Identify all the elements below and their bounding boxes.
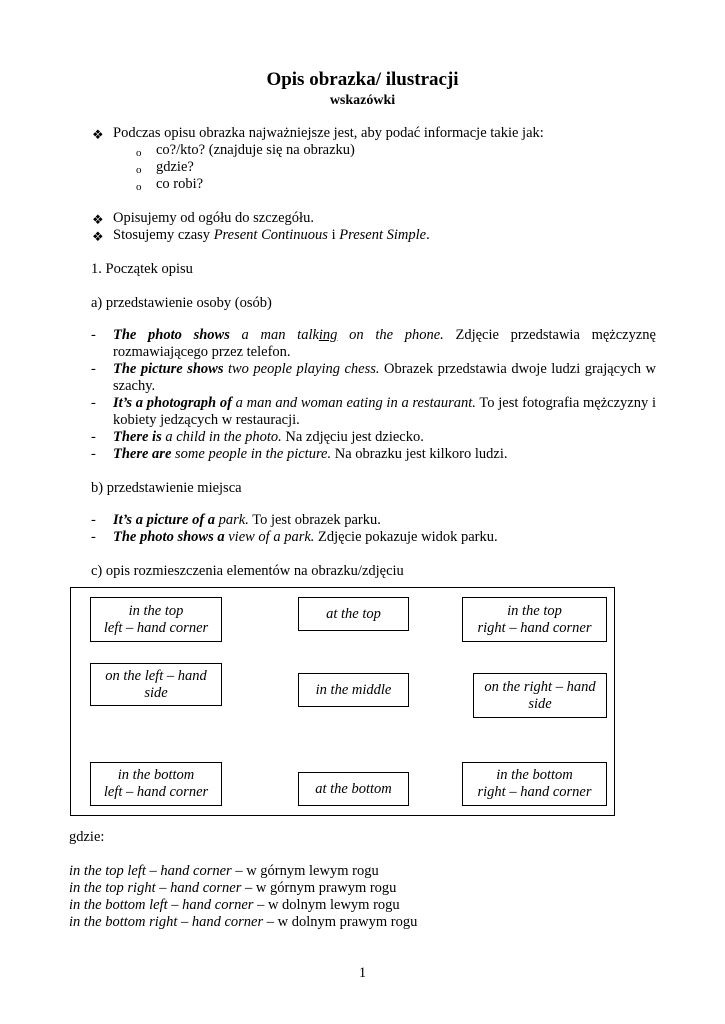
dash-bullet: - — [91, 361, 96, 377]
box-top: at the top — [298, 597, 409, 631]
box-right: on the right – hand side — [473, 673, 607, 718]
page-subtitle: wskazówki — [329, 93, 396, 108]
diamond-bullet-icon: ❖ — [92, 212, 104, 227]
circle-bullet-icon: o — [136, 164, 142, 176]
box-left: on the left – hand side — [90, 663, 222, 706]
dash-bullet: - — [91, 327, 96, 343]
subsection-heading: a) przedstawienie osoby (osób) — [91, 295, 272, 311]
example-item: It’s a photograph of a man and woman eating in a restaurant. To jest fotografia mężczyzny i kobiety jedzących w restauracji. — [113, 395, 656, 428]
example-item: The photo shows a man talking on the phone. Zdjęcie przedstawia mężczyznę rozmawiającego przez telefon. — [113, 327, 656, 360]
example-item: There is a child in the photo. Na zdjęciu jest dziecko. — [113, 429, 424, 445]
circle-bullet-icon: o — [136, 181, 142, 193]
box-bottom-left: in the bottom left – hand corner — [90, 762, 222, 806]
diamond-bullet-icon: ❖ — [92, 229, 104, 244]
box-top-left: in the top left – hand corner — [90, 597, 222, 642]
sub-bullet: co?/kto? (znajduje się na obrazku) — [156, 142, 355, 158]
example-item: It’s a picture of a park. To jest obrazek parku. — [113, 512, 381, 528]
example-item: The photo shows a view of a park. Zdjęcie pokazuje widok parku. — [113, 529, 498, 545]
box-top-right: in the top right – hand corner — [462, 597, 607, 642]
glossary-item: in the bottom left – hand corner – w dolnym lewym rogu — [69, 897, 400, 913]
circle-bullet-icon: o — [136, 147, 142, 159]
dash-bullet: - — [91, 529, 96, 545]
page-number: 1 — [358, 965, 367, 981]
sub-bullet: co robi? — [156, 176, 204, 192]
glossary-item: in the bottom right – hand corner – w dolnym prawym rogu — [69, 914, 418, 930]
glossary-item: in the top left – hand corner – w górnym lewym rogu — [69, 863, 379, 879]
glossary-heading: gdzie: — [69, 829, 105, 845]
glossary-item: in the top right – hand corner – w górnym prawym rogu — [69, 880, 397, 896]
section-heading: 1. Początek opisu — [91, 261, 193, 277]
subsection-heading: c) opis rozmieszczenia elementów na obrazku/zdjęciu — [91, 563, 404, 579]
dash-bullet: - — [91, 512, 96, 528]
box-bottom: at the bottom — [298, 772, 409, 806]
bullet-text: Stosujemy czasy Present Continuous i Present Simple. — [113, 227, 430, 243]
dash-bullet: - — [91, 429, 96, 445]
subsection-heading: b) przedstawienie miejsca — [91, 480, 242, 496]
dash-bullet: - — [91, 446, 96, 462]
diamond-bullet-icon: ❖ — [92, 127, 104, 142]
dash-bullet: - — [91, 395, 96, 411]
sub-bullet: gdzie? — [156, 159, 194, 175]
box-bottom-right: in the bottom right – hand corner — [462, 762, 607, 806]
box-middle: in the middle — [298, 673, 409, 707]
page-title: Opis obrazka/ ilustracji — [266, 69, 459, 90]
bullet-text: Podczas opisu obrazka najważniejsze jest, aby podać informacje takie jak: — [113, 125, 544, 141]
example-item: There are some people in the picture. Na obrazku jest kilkoro ludzi. — [113, 446, 508, 462]
bullet-text: Opisujemy od ogółu do szczegółu. — [113, 210, 314, 226]
example-item: The picture shows two people playing chess. Obrazek przedstawia dwoje ludzi grających w szachy. — [113, 361, 656, 394]
